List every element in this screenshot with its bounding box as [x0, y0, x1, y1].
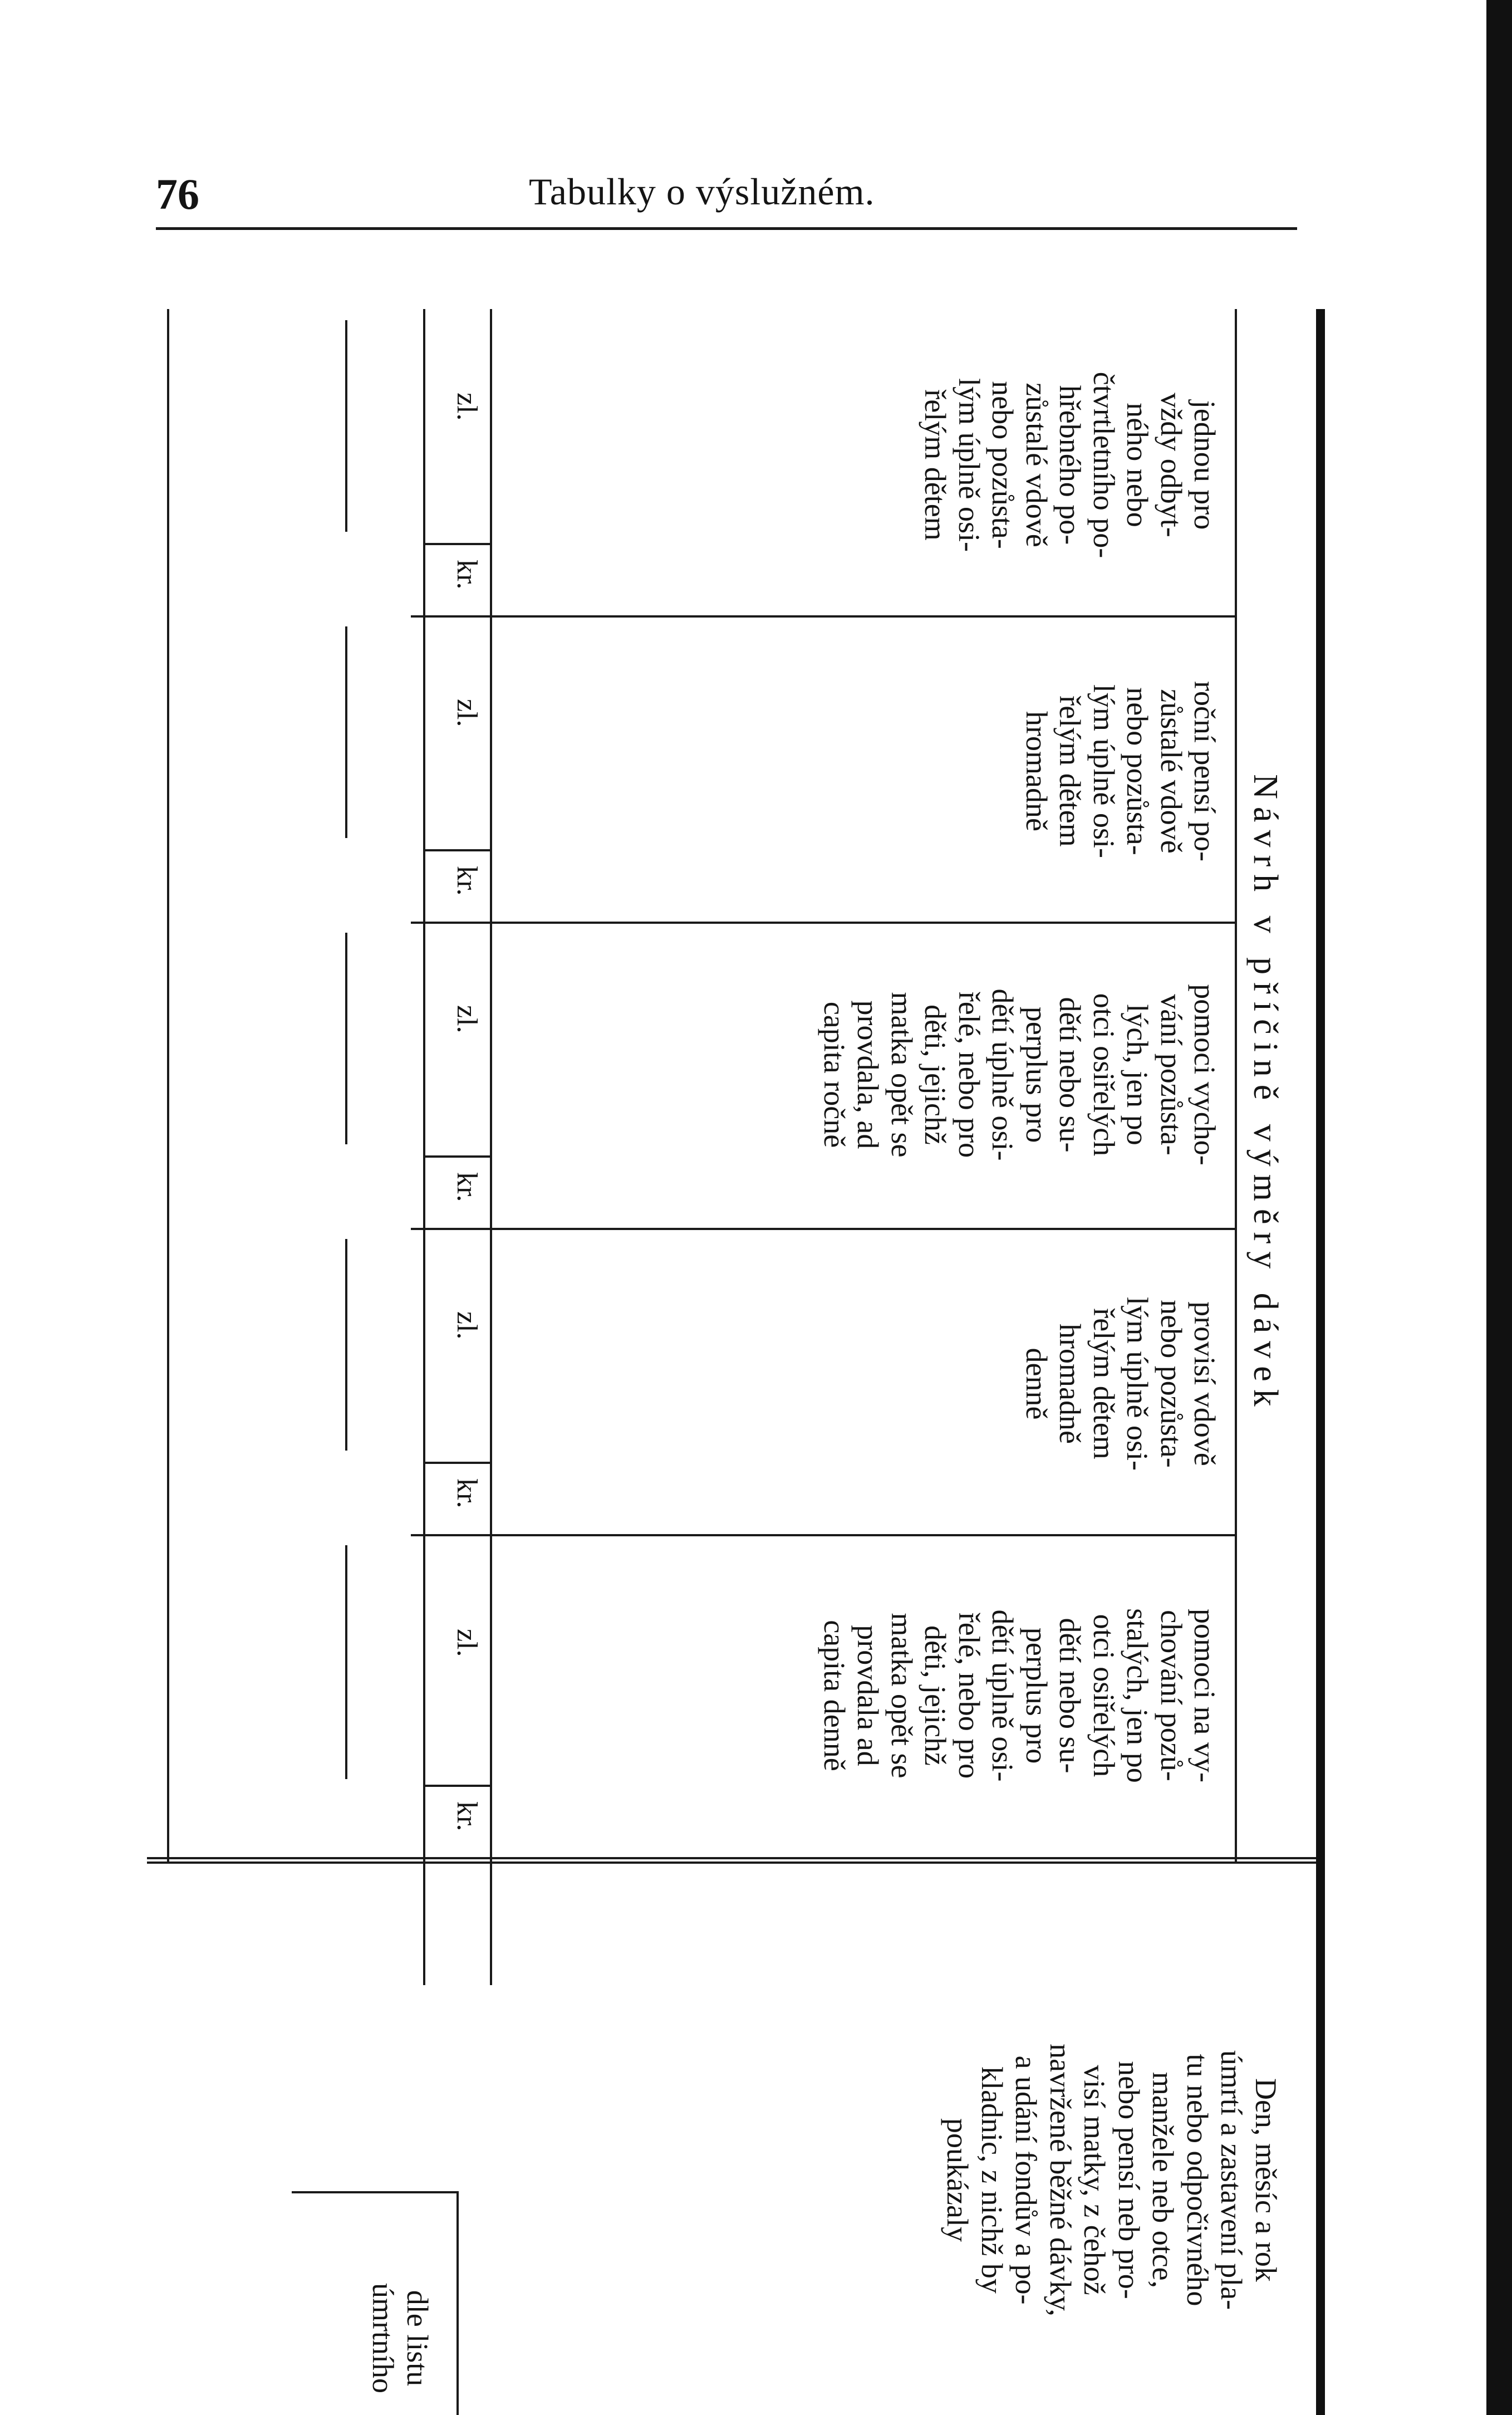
unit-separator — [425, 543, 490, 545]
column-header-daily-provision: provisí vdově nebo pozůsta- lým úplně osi- řelým dětem hromadně denně — [1019, 1297, 1221, 1471]
row-rule — [345, 1239, 347, 1451]
unit-zl: zl. — [451, 1311, 483, 1340]
page-header — [156, 167, 1247, 228]
page-edge — [1486, 0, 1512, 2415]
column-separator — [411, 1228, 1235, 1230]
column-separator — [411, 1534, 1235, 1536]
page-number: 76 — [156, 170, 199, 218]
unit-kr: kr. — [451, 866, 483, 896]
unit-zl: zl. — [451, 1005, 483, 1033]
unit-separator — [425, 849, 490, 851]
row-rule — [345, 1545, 347, 1779]
unit-row-bottom-rule — [423, 309, 425, 1985]
unit-zl: zl. — [451, 1629, 483, 1657]
unit-zl: zl. — [451, 699, 483, 727]
unit-row-top-rule — [490, 309, 492, 1985]
unit-separator — [425, 1785, 490, 1787]
column-header-education-allowance-annual: pomoci vycho- vání pozůsta- lých, jen po otci osiřelých dětí nebo su- perplus pro dětí úplně osi- řelé, nebo pro děti, jejichž matka opět se provdala, ad capita ročně — [817, 984, 1221, 1165]
table-body — [156, 309, 1325, 2415]
column-header-annual-pension: roční pensí po- zůstalé vdově nebo pozůsta- lým úplně osi- řelým dětem hromadně — [1019, 681, 1221, 861]
death-certificate-label: dle listu úmrtního — [366, 2283, 434, 2393]
row-rule — [345, 933, 347, 1144]
table-group-title: Návrh v příčině výměry dávek — [1246, 774, 1284, 1414]
column-header-death-date-notes: Den, měsíc a rok úmrtí a zastavení pla- tu nebo odpočivného manžele neb otce, nebo pensí neb pro- visí matky, z čehož navržené běžné dávky, a udání fondův a po- kladnic, z nichž by poukázaly — [941, 2044, 1283, 2316]
row-rule — [345, 626, 347, 838]
header-rule — [156, 227, 1297, 230]
group-title-rule — [1235, 309, 1237, 1863]
rotated-table — [156, 309, 1325, 2415]
column-separator — [411, 922, 1235, 924]
column-double-separator — [147, 1857, 1316, 1864]
unit-kr: kr. — [451, 1172, 483, 1202]
death-certificate-box — [292, 2191, 459, 2415]
column-separator — [411, 615, 1235, 618]
unit-separator — [425, 1155, 490, 1158]
row-rule — [345, 320, 347, 532]
unit-kr: kr. — [451, 1478, 483, 1508]
unit-kr: kr. — [451, 560, 483, 590]
unit-kr: kr. — [451, 1801, 483, 1831]
unit-zl: zl. — [451, 393, 483, 421]
column-header-education-allowance-daily: pomoci na vy- chování pozů- stalých, jen po otci osiřelých dětí nebo su- perplus pro dětí úplně osi- řelé, nebo pro děti, jejichž matka opět se provdala ad capita denně — [817, 1608, 1221, 1783]
column-header-severance: jednou pro vždy odbyt- ného nebo čtvrtletního po- hřebného po- zůstalé vdově nebo pozůsta- lým úplně osi- řelým dětem — [919, 371, 1221, 559]
unit-separator — [425, 1462, 490, 1464]
table-bottom-rule — [167, 309, 169, 1863]
running-title: Tabulky o výslužném. — [529, 170, 875, 213]
